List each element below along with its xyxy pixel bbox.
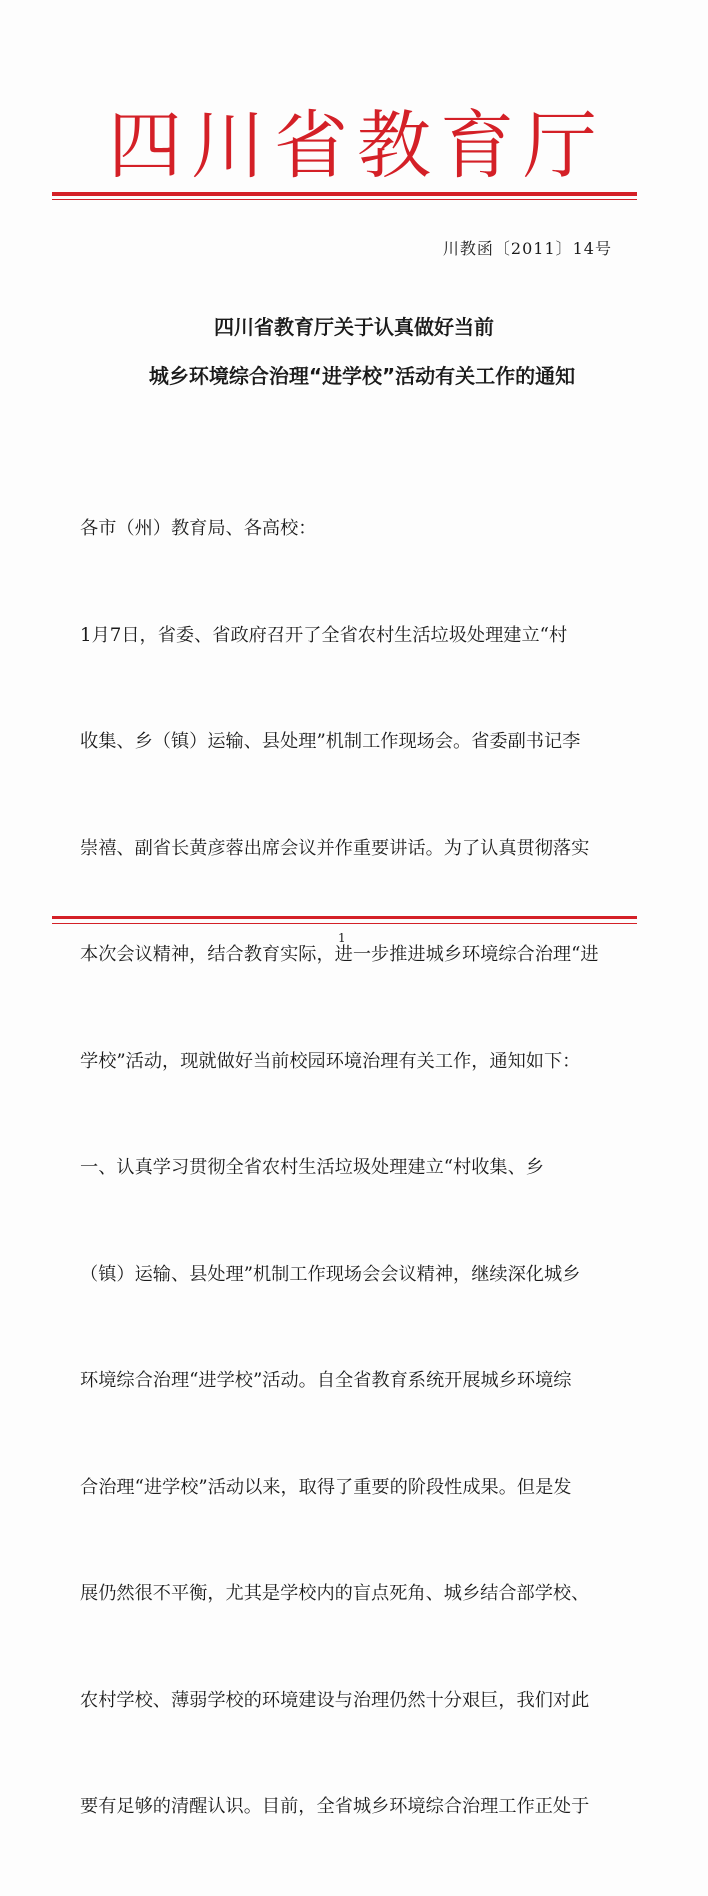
body-text — [80, 440, 620, 1896]
footer-rule-thick — [52, 916, 637, 919]
document-number: 川教函〔2011〕14号 — [442, 239, 612, 258]
body-line-6: 一、认真学习贯彻全省农村生活垃圾处理建立“村收集、乡 — [80, 1157, 544, 1178]
body-line-10: 展仍然很不平衡，尤其是学校内的盲点死角、城乡结合部学校、 — [80, 1583, 590, 1604]
body-line-11: 农村学校、薄弱学校的环境建设与治理仍然十分艰巨，我们对此 — [80, 1689, 590, 1711]
body-line-8: 环境综合治理“进学校”活动。自全省教育系统开展城乡环境综 — [80, 1370, 572, 1391]
header-rule-thin — [52, 199, 637, 200]
body-line-12: 要有足够的清醒认识。目前，全省城乡环境综合治理工作正处于 — [80, 1796, 590, 1817]
title-line-1: 四川省教育厅关于认真做好当前 — [214, 315, 494, 339]
body-line-3: 崇禧、副省长黄彦蓉出席会议并作重要讲话。为了认真贯彻落实 — [80, 837, 590, 859]
body-line-7: （镇）运输、县处理”机制工作现场会会议精神，继续深化城乡 — [80, 1263, 581, 1285]
body-line-9: 合治理“进学校”活动以来，取得了重要的阶段性成果。但是发 — [80, 1476, 572, 1498]
title-line-2: 城乡环境综合治理“进学校”活动有关工作的通知 — [148, 364, 576, 388]
body-line-2: 收集、乡（镇）运输、县处理”机制工作现场会。省委副书记李 — [80, 731, 581, 752]
body-line-1: 1月7日，省委、省政府召开了全省农村生活垃圾处理建立“村 — [80, 624, 568, 646]
header-rule-thick — [52, 192, 637, 196]
body-line-5: 学校”活动，现就做好当前校园环境治理有关工作，通知如下： — [80, 1050, 581, 1072]
footer-rule-thin — [52, 923, 637, 924]
page-number: 1 — [338, 931, 346, 945]
salutation: 各市（州）教育局、各高校： — [80, 518, 317, 539]
agency-name: 四川省教育厅 — [108, 103, 606, 189]
body-line-4: 本次会议精神，结合教育实际，进一步推进城乡环境综合治理“进 — [80, 944, 599, 965]
